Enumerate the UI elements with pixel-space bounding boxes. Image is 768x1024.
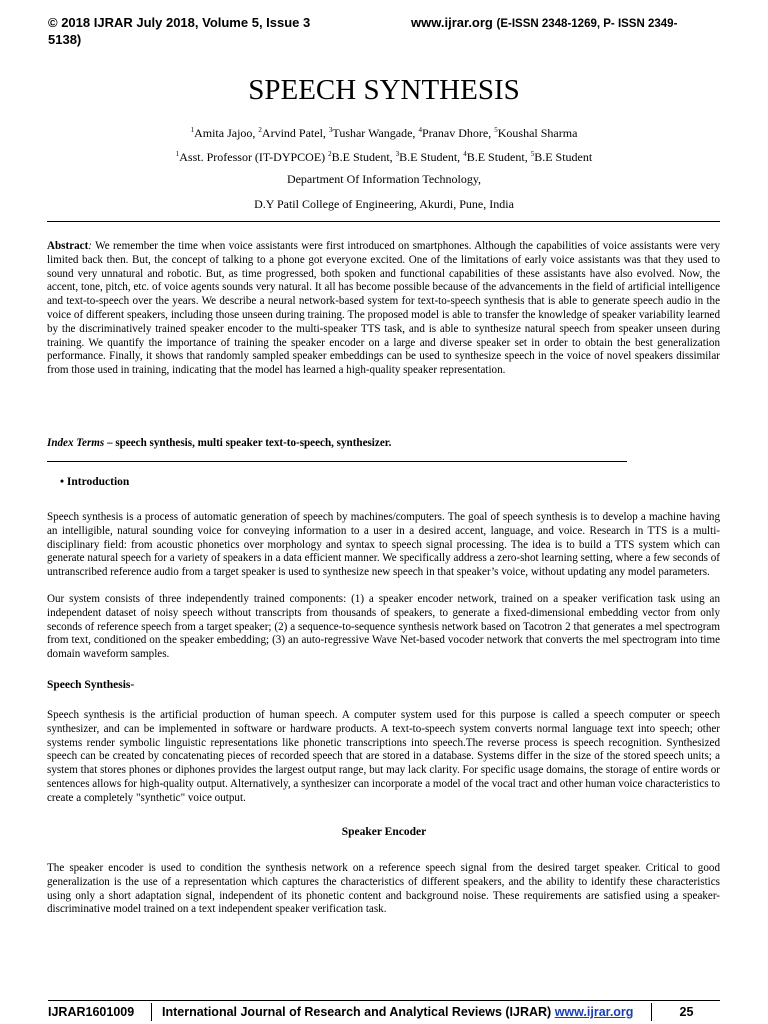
author-list [0, 126, 768, 141]
author-role: B.E Student [534, 150, 593, 164]
abstract-paragraph [47, 240, 720, 378]
speaker-encoder-paragraph: The speaker encoder is used to condition the synthesis network on a reference speech signal from the desired target speaker. Critical to good generalization is the use of a representation which captures the characteristics of different speakers, and the ability to identify these characteristics using only a short adaptation signal, independent of its phonetic content and background noise. These requirements are satisfied using a speaker-discriminative model trained on a text independent speaker verification task. [47, 862, 720, 916]
index-terms-text: speech synthesis, multi speaker text-to-speech, synthesizer. [115, 437, 392, 449]
author-name: Tushar Wangade, [332, 126, 419, 140]
role-sup: 4 [463, 150, 467, 158]
author-name: Amita Jajoo, [194, 126, 259, 140]
header-issn: (E-ISSN 2348-1269, P- ISSN 2349- [496, 18, 678, 30]
author-sup: 1 [190, 126, 195, 134]
running-header-right [411, 14, 731, 33]
footer-divider [48, 1000, 720, 1001]
abstract-colon: : [88, 240, 92, 252]
introduction-paragraph-1: Speech synthesis is a process of automatic generation of speech by machines/computers. The goal of speech synthesis is to develop a machine having an intelligible, natural sounding voice for conveying information to a user in a desired accent, language, and voice. Research in TTS is a multi-disciplinary field: from acoustic phonetics over morphology and syntax to speech signal processing. The idea is to build a TTS system which can generate natural speech for a variety of speakers in a data efficient manner. We specifically address a zero-shot learning setting, where a few seconds of untranscribed reference audio from a target speaker is used to synthesize new speech in that speaker’s voice, without updating any model parameters. [47, 511, 720, 579]
index-terms [47, 437, 720, 451]
footer-journal [151, 1003, 652, 1021]
role-sup: 5 [530, 150, 535, 158]
footer-paper-id: IJRAR1601009 [48, 1005, 135, 1019]
author-sup: 4 [418, 126, 422, 134]
author-sup: 3 [328, 126, 333, 134]
author-role: Asst. Professor (IT-DYPCOE) [179, 150, 329, 164]
header-issn-continuation: 5138) [48, 32, 82, 47]
title-block-divider [47, 221, 720, 222]
index-terms-dash: – [104, 437, 116, 449]
role-sup: 3 [395, 150, 400, 158]
introduction-heading: • Introduction [60, 476, 130, 488]
header-url[interactable]: www.ijrar.org [411, 15, 493, 30]
author-roles [0, 150, 768, 165]
author-sup: 2 [258, 126, 262, 134]
department: Department Of Information Technology, [286, 172, 482, 186]
footer-page-number: 25 [651, 1003, 721, 1021]
role-sup: 2 [328, 150, 332, 158]
introduction-paragraph-2: Our system consists of three independently trained components: (1) a speaker encoder network, trained on a speaker verification task using an independent dataset of noisy speech without transcripts from thousands of speakers, to generate a fixed-dimensional embedding vector from only seconds of reference speech from a target speaker; (2) a sequence-to-sequence synthesis network based on Tacotron 2 that generates a mel spectrogram from text, conditioned on the speaker embedding; (3) an auto-regressive Wave Net-based vocoder network that converts the mel spectrogram into time domain waveform samples. [47, 593, 720, 661]
abstract-label: Abstract [47, 240, 89, 252]
abstract-text: We remember the time when voice assistants were first introduced on smartphones. Although the capabilities of voice assistants were very limited back then. But, the concept of talking to a phone got everyone excited. One of the limitations of early voice assistants was that they used to sound very unnatural and robotic. But, as time progressed, both spoken and functional capabilities of these assistants have also evolved. Now, the accent, tone, pitch, etc. of voice agents sounds very natural. It all has become possible because of the advancements in the field of artificial intelligence and text-to-speech over the years. We describe a neural network-based system for text-to-speech synthesis that is able to generate speech audio in the voice of different speakers, including those unseen during training. The proposed model is able to transfer the knowledge of speaker variability learned by the discriminatively trained speaker encoder to the multi-speaker TTS task, and is able to synthesize natural speech from speaker unseen during training. We quantify the importance of training the speaker encoder on a large and diverse speaker set in order to obtain the best generalization performance. Finally, it shows that randomly sampled speaker embeddings can be used to synthesize speech in the voice of novel speakers dissimilar from those used in training, indicating that the model has learned a high-quality speaker representation. [47, 240, 720, 377]
author-name: Pranav Dhore, [421, 126, 495, 140]
author-role: B.E Student, [331, 150, 396, 164]
speaker-encoder-heading: Speaker Encoder [341, 826, 427, 838]
author-name: Arvind Patel, [261, 126, 329, 140]
running-header-left: © 2018 IJRAR July 2018, Volume 5, Issue 3 [48, 15, 311, 30]
speech-synthesis-heading: Speech Synthesis- [47, 679, 135, 691]
author-sup: 5 [494, 126, 498, 134]
footer-url-link[interactable]: www.ijrar.org [554, 1005, 634, 1019]
index-terms-divider [47, 461, 627, 462]
index-terms-label: Index Terms [47, 437, 105, 449]
paper-title: SPEECH SYNTHESIS [248, 74, 520, 106]
author-role: B.E Student, [399, 150, 464, 164]
role-sup: 1 [175, 150, 180, 158]
speech-synthesis-paragraph: Speech synthesis is the artificial production of human speech. A computer system used for this purpose is called a speech computer or speech synthesizer, and can be implemented in software or hardware products. A text-to-speech system converts normal language text into speech; other systems render symbolic linguistic representations like phonetic transcriptions into speech.The reverse process is speech recognition. Synthesized speech can be created by concatenating pieces of recorded speech that are stored in a database. Systems differ in the size of the stored speech units; a system that stores phones or diphones provides the largest output range, but may lack clarity. For specific usage domains, the storage of entire words or sentences allows for high-quality output. Alternatively, a synthesizer can incorporate a model of the vocal tract and other human voice characteristics to create a completely "synthetic" voice output. [47, 709, 720, 804]
college: D.Y Patil College of Engineering, Akurdi, Pune, India [254, 197, 514, 211]
author-name: Koushal Sharma [497, 126, 578, 140]
footer-journal-name: International Journal of Research and Analytical Reviews (IJRAR) [162, 1005, 555, 1019]
author-role: B.E Student, [466, 150, 531, 164]
